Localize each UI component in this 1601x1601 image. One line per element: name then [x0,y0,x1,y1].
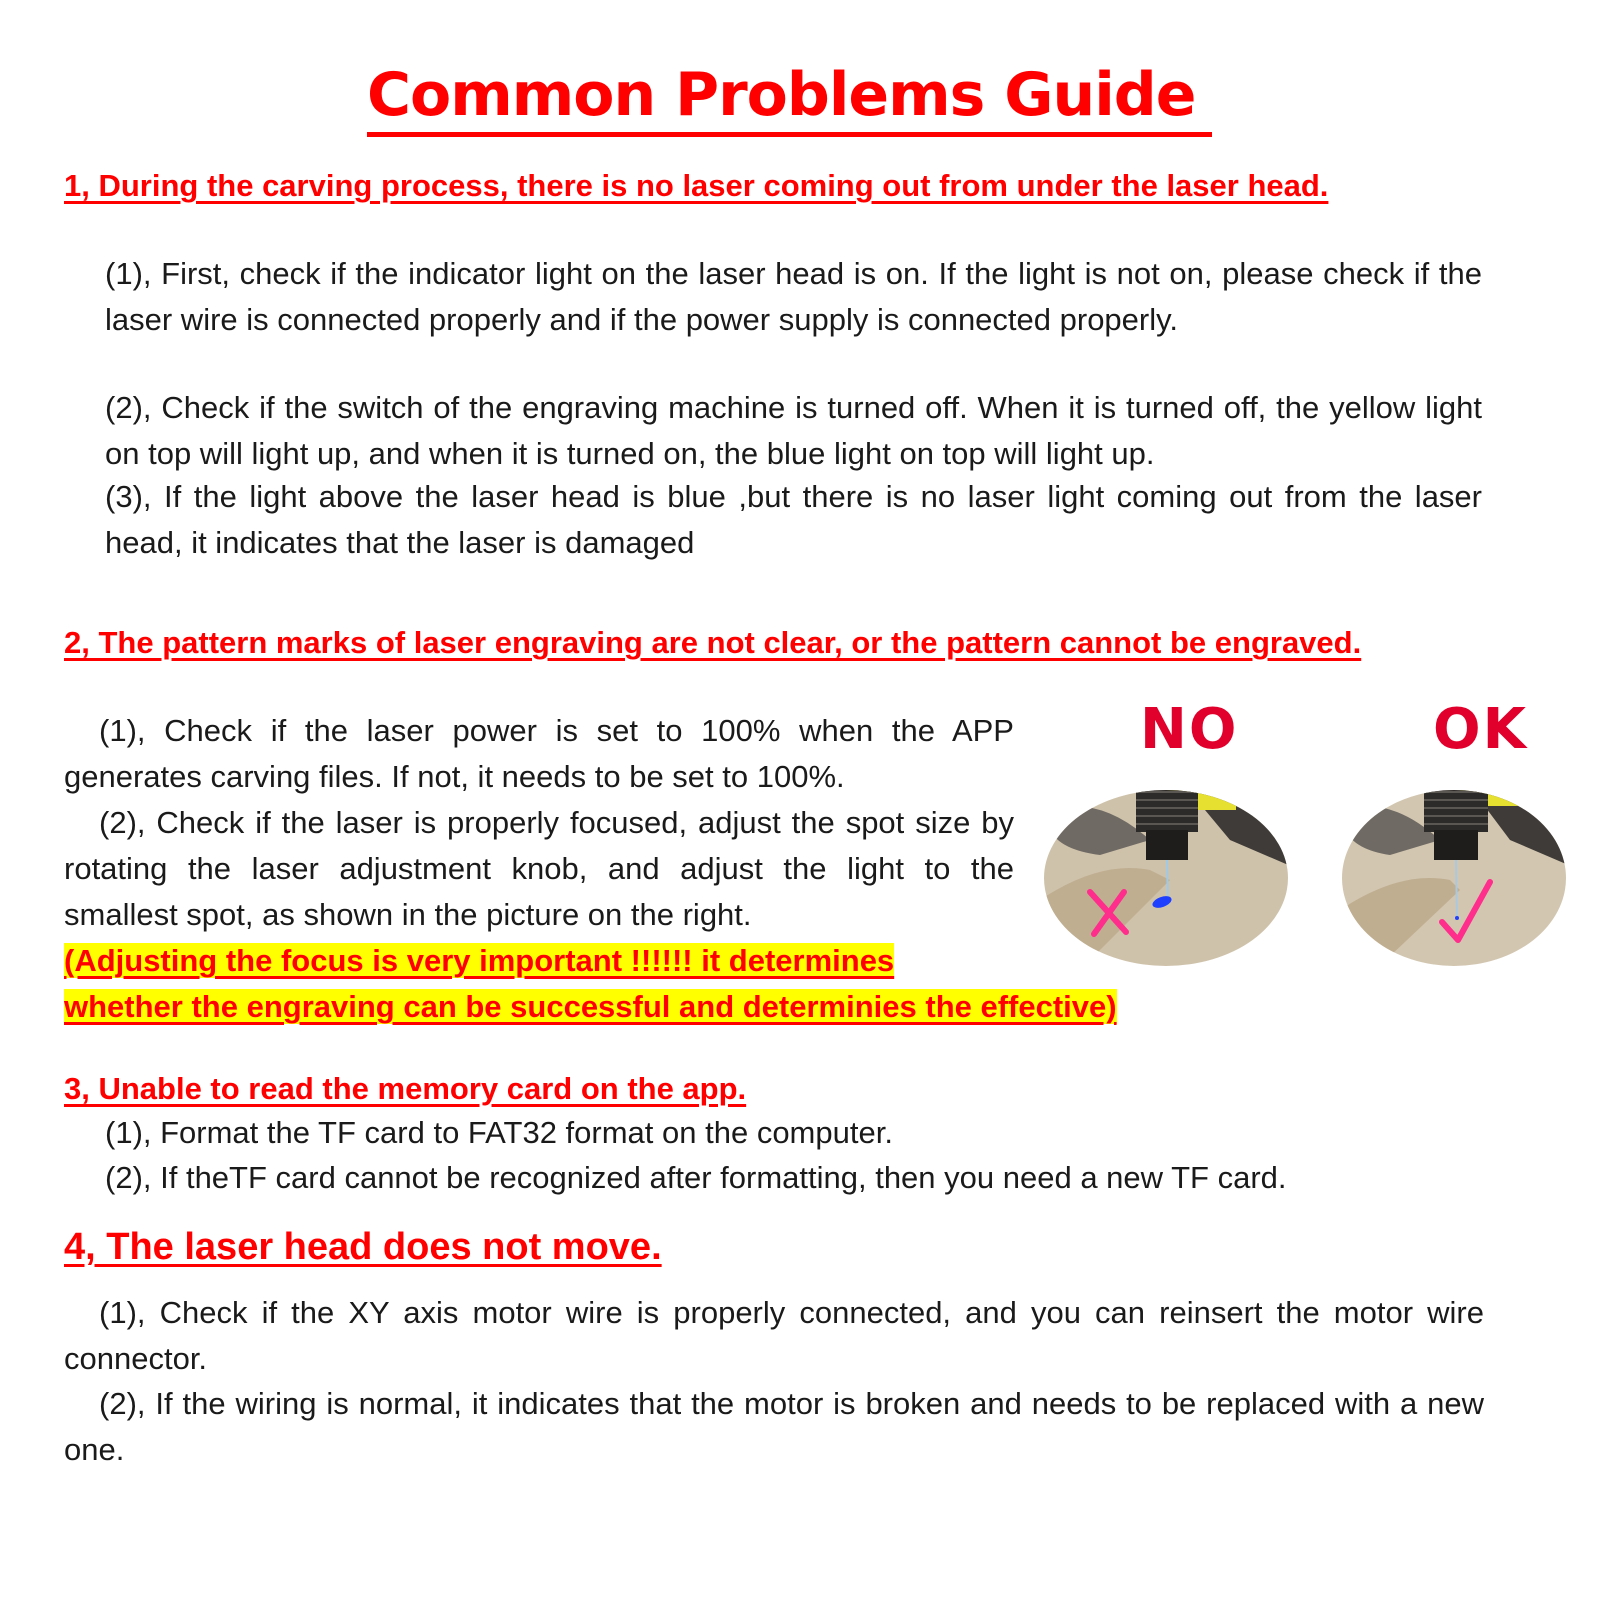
section-3-heading: 3, Unable to read the memory card on the app. [64,1071,747,1106]
section-4-heading: 4, The laser head does not move. [64,1226,662,1268]
page-title: Common Problems Guide [367,58,1212,137]
section-3-item-1: (1), Format the TF card to FAT32 format on the computer. [105,1115,893,1150]
section-4-item-1: (1), Check if the XY axis motor wire is properly connected, and you can reinsert the motor wire connector. [64,1295,1484,1376]
focused-laser-spot [1455,916,1459,920]
focus-note-line-2: whether the engraving can be successful and determinies the effective) [64,989,1117,1024]
focus-note-line-1: (Adjusting the focus is very important !!!!!! it determines [64,943,895,978]
section-2-item-1: (1), Check if the laser power is set to 100% when the APP generates carving files. If not, it needs to be set to 100%. [64,713,1014,794]
section-1-heading: 1, During the carving process, there is no laser coming out from under the laser head. [64,168,1329,203]
section-2-heading: 2, The pattern marks of laser engraving are not clear, or the pattern cannot be engraved. [64,625,1362,660]
section-4-item-2: (2), If the wiring is normal, it indicates that the motor is broken and needs to be replaced with a new one. [64,1386,1484,1467]
ok-label: OK [1433,697,1528,762]
section-1-item-1: (1), First, check if the indicator light on the laser head is on. If the light is not on, please check if the laser wire is connected properly and if the power supply is connected properly. [105,256,1482,337]
section-3-item-2: (2), If theTF card cannot be recognized after formatting, then you need a new TF card. [105,1160,1287,1195]
section-1-item-2: (2), Check if the switch of the engraving machine is turned off. When it is turned off, the yellow light on top will light up, and when it is turned on, the blue light on top will light up. [105,390,1482,471]
no-label: NO [1140,697,1239,762]
focused-photo [1340,766,1580,980]
section-2-item-2: (2), Check if the laser is properly focused, adjust the spot size by rotating the laser adjustment knob, and adjust the light to the smallest spot, as shown in the picture on the right. [64,805,1014,932]
unfocused-photo [1040,770,1300,980]
focus-comparison-figure [1040,697,1580,1000]
focus-photos [1040,697,1580,1000]
section-1-item-3: (3), If the light above the laser head is blue ,but there is no laser light coming out from the laser head, it indicates that the laser is damaged [105,479,1482,560]
